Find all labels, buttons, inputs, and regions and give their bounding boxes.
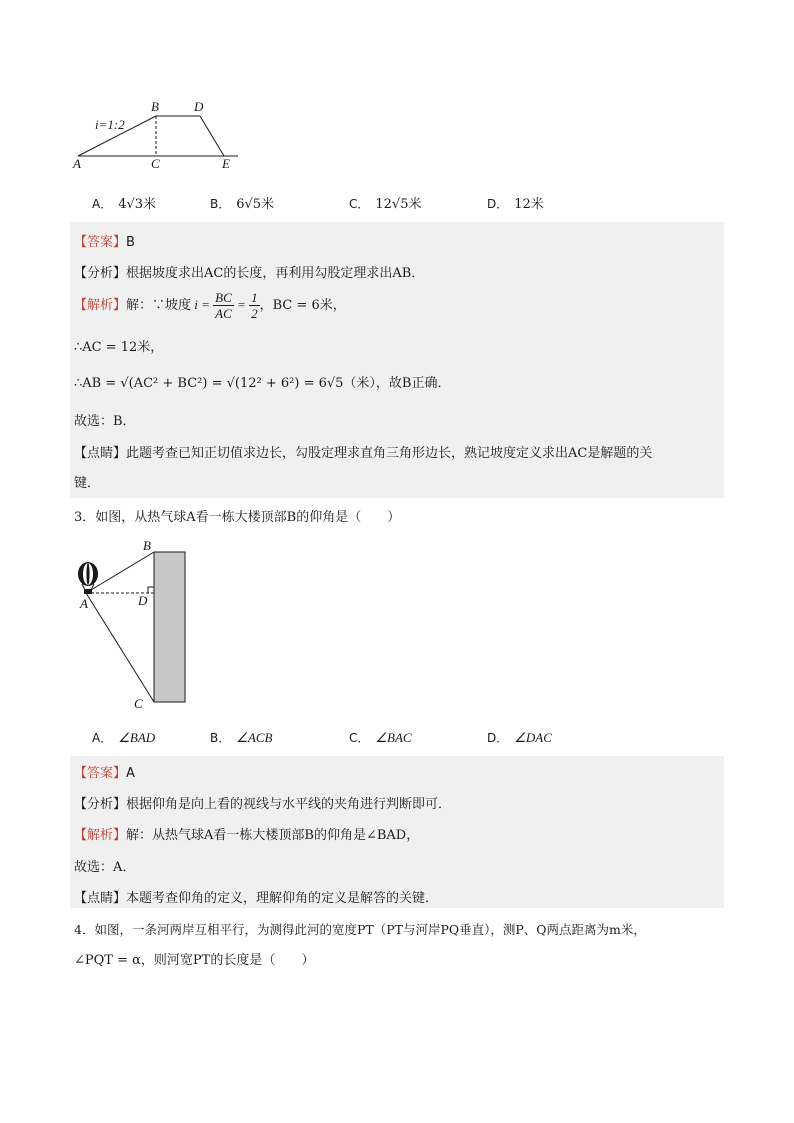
- option-letter: D．: [487, 197, 509, 211]
- option-text: 4√3米: [118, 197, 157, 212]
- tip-text: 本题考查仰角的定义，理解仰角的定义是解答的关键．: [126, 891, 439, 906]
- building: [154, 552, 185, 702]
- q2-analysis: [74, 262, 424, 281]
- solution-text: 解：从热气球A看一栋大楼顶部B的仰角是∠BAD，: [126, 828, 420, 843]
- question-4-line2: ∠PQT = α，则河宽PT的长度是（ ）: [74, 953, 315, 968]
- option-letter: B．: [210, 197, 231, 211]
- q2-tip-line2: 键．: [74, 476, 101, 491]
- q2-option-a[interactable]: [92, 193, 156, 212]
- solution-text: ，BC = 6米，: [259, 298, 346, 313]
- analysis-tag: 【分析】: [74, 797, 127, 812]
- q3-select: 故选：A．: [74, 860, 136, 875]
- fig2-point-d: D: [138, 593, 148, 608]
- analysis-text: 根据坡度求出AC的长度，再利用勾股定理求出AB．: [126, 266, 425, 281]
- q2-option-d[interactable]: [487, 193, 544, 212]
- analysis-tag: 【分析】: [74, 266, 127, 281]
- q3-tip: [74, 887, 438, 906]
- q2-answer: [74, 231, 135, 250]
- answer-tag: 【答案】: [74, 766, 127, 781]
- option-text: 6√5米: [236, 197, 275, 212]
- option-text: 12米: [514, 197, 544, 212]
- fig1-slope-label: i=1:2: [95, 117, 125, 132]
- analysis-text: 根据仰角是向上看的视线与水平线的夹角进行判断即可．: [126, 797, 452, 812]
- q2-solution-line1: 【解析】解：∵坡度 i = $\frac{BC}{AC}$ = $\frac{1}{2}$ ，BC = 6米，: [74, 290, 346, 321]
- option-letter: C．: [349, 731, 370, 745]
- option-text: ∠BAC: [375, 730, 412, 745]
- option-text: ∠BAD: [118, 730, 156, 745]
- option-text: 12√5米: [375, 197, 422, 212]
- q3-option-b[interactable]: [210, 729, 272, 746]
- q3-option-d[interactable]: [487, 729, 552, 746]
- q3-option-a[interactable]: [92, 729, 155, 746]
- q3-solution: [74, 824, 419, 843]
- fig1-point-e: E: [222, 156, 230, 171]
- fig1-point-d: D: [194, 99, 204, 114]
- q2-tip-line1: [74, 442, 652, 461]
- fraction-one-half: $\frac{1}{2}$: [251, 290, 258, 321]
- question-4-line1: 4．如图，一条河两岸互相平行，为测得此河的宽度PT（PT与河岸PQ垂直），测P、Q两点距离为m米，: [74, 922, 646, 937]
- q2-option-c[interactable]: [349, 193, 422, 212]
- tip-tag: 【点睛】: [74, 891, 127, 906]
- fig2-point-a: A: [80, 596, 88, 611]
- q2-solution-line3: ∴AB = √(AC² + BC²) = √(12² + 6²) = 6√5（米），故B正确．: [74, 376, 451, 391]
- fraction-bc-ac: $\frac{BC}{AC}$: [215, 290, 232, 321]
- q3-option-c[interactable]: [349, 729, 412, 746]
- balloon-building-figure: [68, 536, 198, 716]
- answer-text: A: [126, 766, 135, 781]
- q3-answer: [74, 762, 135, 781]
- hot-air-balloon-icon: [78, 562, 98, 594]
- right-angle-mark: [148, 587, 154, 593]
- fig1-point-b: B: [151, 99, 159, 114]
- option-letter: D．: [487, 731, 509, 745]
- answer-text: B: [126, 235, 135, 250]
- solution-tag: 【解析】: [74, 828, 127, 843]
- q2-option-b[interactable]: [210, 193, 274, 212]
- fig1-point-c: C: [151, 156, 160, 171]
- solution-text: 解：∵坡度: [126, 298, 192, 313]
- solution-tag: 【解析】: [74, 298, 127, 313]
- fig2-point-b: B: [143, 538, 151, 553]
- q3-analysis: [74, 793, 451, 812]
- q2-solution-line4: 故选：B．: [74, 414, 136, 429]
- answer-tag: 【答案】: [74, 235, 127, 250]
- fig1-point-a: A: [73, 156, 81, 171]
- sight-line-ac: [86, 593, 154, 702]
- tip-tag: 【点睛】: [74, 446, 127, 461]
- option-letter: A．: [92, 197, 113, 211]
- question-3: 3．如图，从热气球A看一栋大楼顶部B的仰角是（ ）: [74, 510, 401, 525]
- slope-line-de: [200, 116, 224, 156]
- option-letter: B．: [210, 731, 231, 745]
- option-text: ∠DAC: [514, 730, 552, 745]
- fig2-point-c: C: [134, 696, 143, 711]
- option-letter: C．: [349, 197, 370, 211]
- tip-text: 此题考查已知正切值求边长，勾股定理求直角三角形边长，熟记坡度定义求出AC是解题的关: [126, 446, 653, 461]
- option-text: ∠ACB: [236, 730, 273, 745]
- q2-solution-line2: ∴AC = 12米，: [74, 340, 164, 355]
- option-letter: A．: [92, 731, 113, 745]
